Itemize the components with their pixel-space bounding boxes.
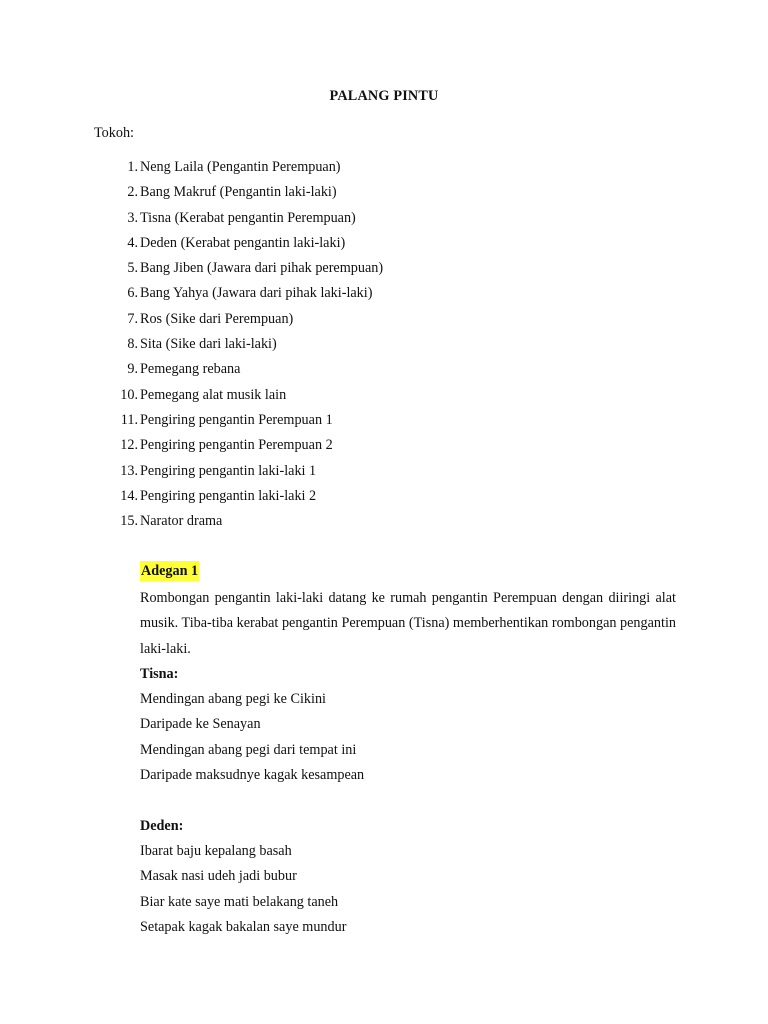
cast-number: 11. <box>120 411 138 428</box>
cast-heading: Tokoh: <box>94 125 134 141</box>
cast-name: Ros (Sike dari Perempuan) <box>140 310 294 327</box>
cast-number: 12. <box>120 437 138 454</box>
cast-name: Pengiring pengantin laki-laki 2 <box>140 487 317 504</box>
cast-number: 5. <box>127 260 138 277</box>
speaker-name: Tisna: <box>140 665 179 682</box>
cast-number: 10. <box>120 386 138 403</box>
cast-number: 15. <box>120 513 138 530</box>
dialogue-line: Setapak kagak bakalan saye mundur <box>140 918 347 935</box>
cast-number: 13. <box>120 462 138 479</box>
cast-number: 9. <box>127 361 138 378</box>
dialogue-line: Mendingan abang pegi dari tempat ini <box>140 741 357 758</box>
cast-name: Tisna (Kerabat pengantin Perempuan) <box>140 209 356 226</box>
cast-number: 3. <box>127 209 138 226</box>
dialogue-block <box>140 662 676 788</box>
dialogue-line: Biar kate saye mati belakang taneh <box>140 893 339 910</box>
cast-name: Pemegang rebana <box>140 361 241 378</box>
cast-number: 2. <box>127 184 138 201</box>
cast-name: Pemegang alat musik lain <box>140 386 287 403</box>
dialogue-line: Masak nasi udeh jadi bubur <box>140 868 297 885</box>
cast-name: Pengiring pengantin Perempuan 1 <box>140 411 333 428</box>
cast-name: Bang Yahya (Jawara dari pihak laki-laki) <box>140 285 373 302</box>
cast-name: Bang Makruf (Pengantin laki-laki) <box>140 184 337 201</box>
dialogue-line: Ibarat baju kepalang basah <box>140 842 292 859</box>
cast-number: 7. <box>127 310 138 327</box>
cast-number: 6. <box>127 285 138 302</box>
cast-name: Bang Jiben (Jawara dari pihak perempuan) <box>140 260 384 277</box>
dialogue-block <box>140 814 676 940</box>
cast-name: Pengiring pengantin laki-laki 1 <box>140 462 317 479</box>
paragraph-gap <box>140 788 676 813</box>
document-title: PALANG PINTU <box>329 88 439 104</box>
speaker-name: Deden: <box>140 817 184 834</box>
cast-number: 1. <box>127 159 138 175</box>
cast-name: Deden (Kerabat pengantin laki-laki) <box>140 234 346 251</box>
cast-number: 14. <box>120 487 138 504</box>
cast-name: Pengiring pengantin Perempuan 2 <box>140 437 333 454</box>
cast-number: 4. <box>127 234 138 251</box>
cast-name: Sita (Sike dari laki-laki) <box>140 336 277 353</box>
dialogue-line: Daripade ke Senayan <box>140 716 261 733</box>
cast-number: 8. <box>127 336 138 353</box>
scene-heading: Adegan 1 <box>141 563 199 579</box>
dialogue-line: Mendingan abang pegi ke Cikini <box>140 691 326 708</box>
scene-section <box>140 561 676 940</box>
cast-name: Narator drama <box>140 513 223 530</box>
scene-description: Rombongan pengantin laki-laki datang ke rumah pengantin Perempuan dengan diiringi alat musik. Tiba-tiba kerabat pengantin Perempuan (Tisna) memberhentikan rombongan pengantin laki-laki. <box>140 590 676 657</box>
dialogue-line: Daripade maksudnye kagak kesampean <box>140 767 365 784</box>
cast-name: Neng Laila (Pengantin Perempuan) <box>140 159 341 175</box>
